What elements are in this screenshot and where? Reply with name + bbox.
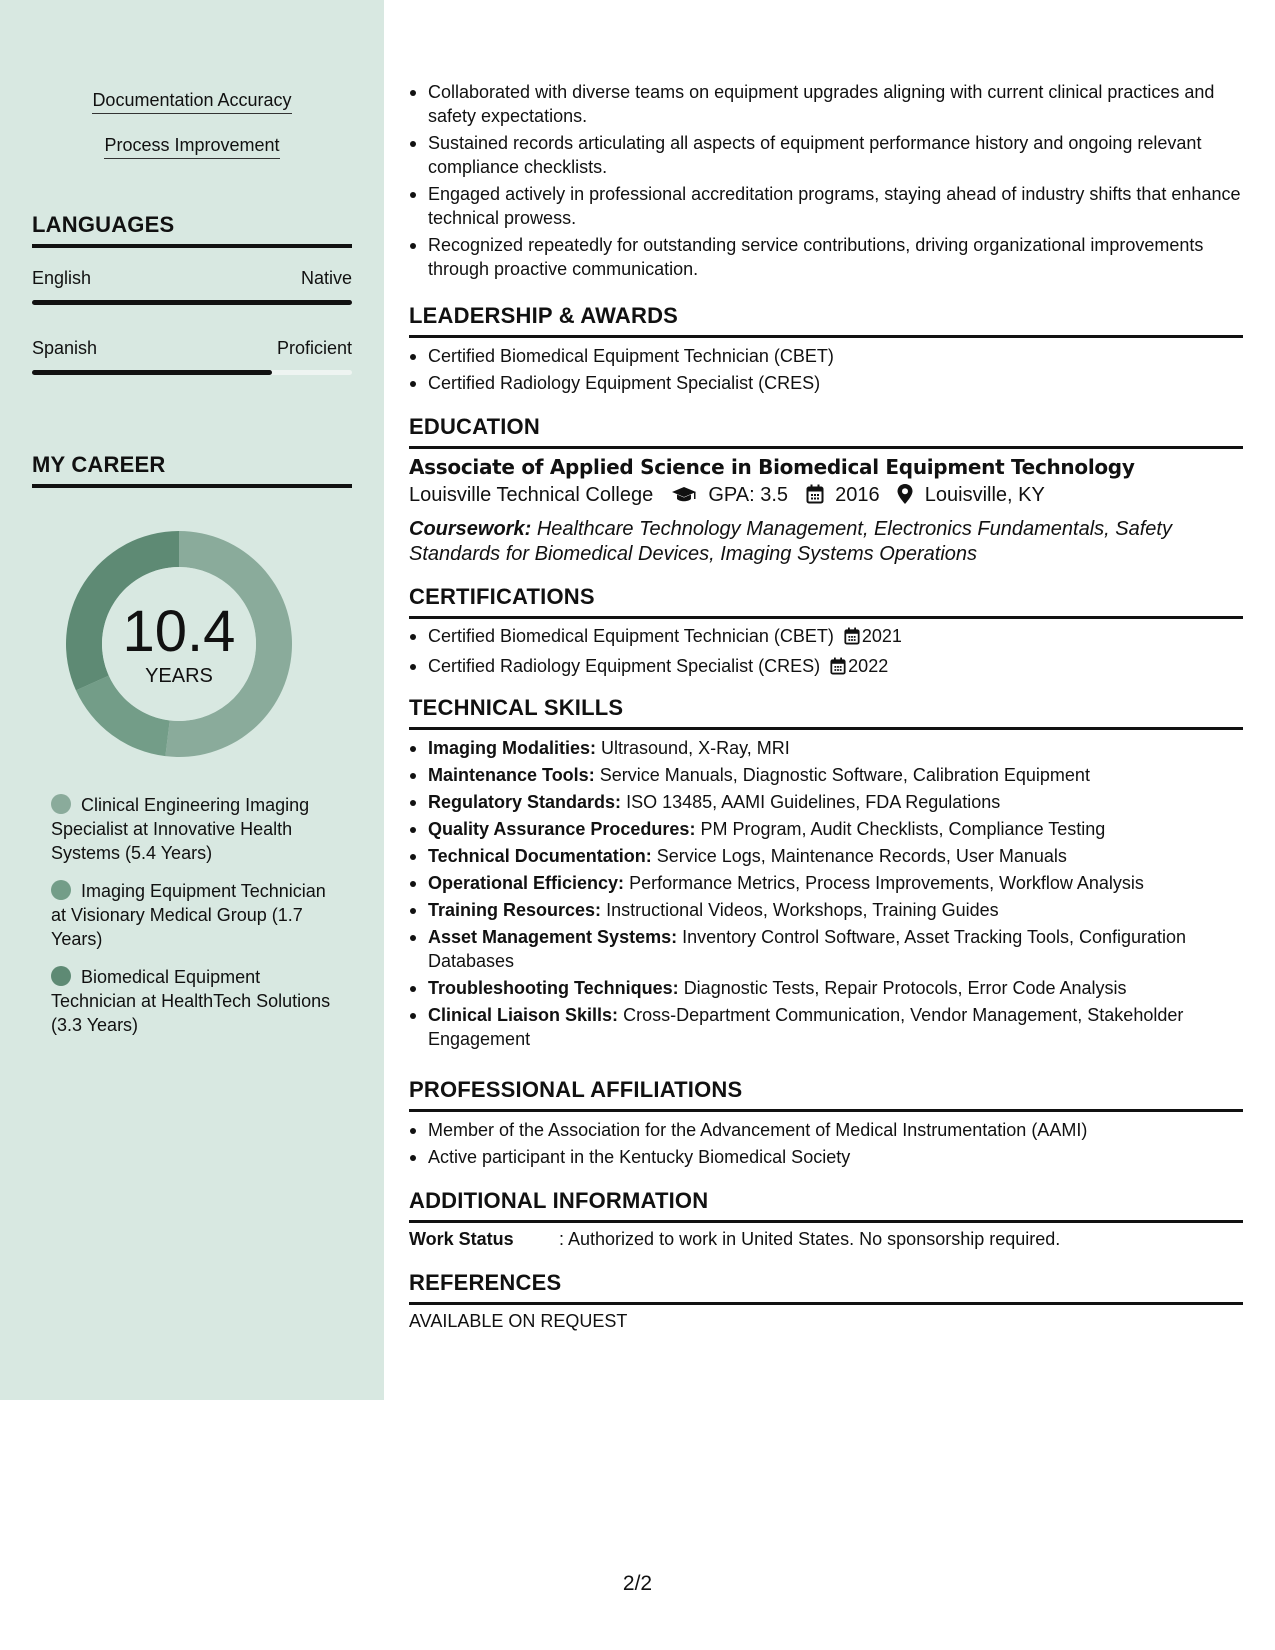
list-item: Sustained records articulating all aspects of equipment performance history and ongoing relevant compliance checklists.	[409, 131, 1243, 179]
list-item	[409, 844, 1243, 868]
work-status-row	[409, 1229, 1060, 1250]
education-location: Louisville, KY	[924, 484, 1045, 506]
references-heading: REFERENCES	[409, 1270, 1243, 1305]
list-item	[409, 1003, 1243, 1051]
career-item	[51, 879, 331, 951]
list-item: Active participant in the Kentucky Biomedical Society	[409, 1145, 1243, 1169]
career-item	[51, 965, 331, 1037]
language-proficiency-fill	[32, 300, 352, 305]
career-legend-dot	[51, 794, 71, 814]
leadership-heading: LEADERSHIP & AWARDS	[409, 303, 1243, 338]
education-coursework	[409, 517, 1243, 567]
education-gpa: GPA: 3.5	[708, 484, 789, 506]
sidebar	[0, 0, 384, 1400]
certification-name: Certified Radiology Equipment Specialist (CRES)	[428, 656, 821, 676]
coursework-label: Coursework:	[409, 518, 532, 540]
certification-year: 2021	[861, 626, 902, 646]
career-legend-dot	[51, 966, 71, 986]
leadership-list	[409, 344, 1243, 398]
skill-value: Diagnostic Tests, Repair Protocols, Error Code Analysis	[683, 978, 1127, 998]
technical-skills-list	[409, 736, 1243, 1054]
language-name: English	[32, 268, 92, 288]
list-item	[409, 790, 1243, 814]
skill-label: Regulatory Standards:	[428, 792, 622, 812]
list-item: Engaged actively in professional accreditation programs, staying ahead of industry shifts that enhance technical prowess.	[409, 182, 1243, 230]
career-item-text: Clinical Engineering Imaging Specialist at Innovative Health Systems (5.4 Years)	[51, 795, 310, 863]
skill-value: Service Manuals, Diagnostic Software, Calibration Equipment	[599, 765, 1090, 785]
skill-value: PM Program, Audit Checklists, Compliance Testing	[700, 819, 1106, 839]
career-item	[51, 793, 331, 865]
skill-value: Performance Metrics, Process Improvements, Workflow Analysis	[629, 873, 1144, 893]
certifications-heading: CERTIFICATIONS	[409, 584, 1243, 619]
skill-label: Clinical Liaison Skills:	[428, 1005, 619, 1025]
calendar-icon	[830, 657, 846, 681]
list-item: Member of the Association for the Advancement of Medical Instrumentation (AAMI)	[409, 1118, 1243, 1142]
experience-bullet-list	[409, 80, 1243, 284]
skill-label: Technical Documentation:	[428, 846, 652, 866]
affiliations-list	[409, 1118, 1243, 1172]
language-proficiency-fill	[32, 370, 272, 375]
skill-label: Operational Efficiency:	[428, 873, 625, 893]
list-item	[409, 763, 1243, 787]
affiliations-heading: PROFESSIONAL AFFILIATIONS	[409, 1077, 1243, 1112]
skill-label: Training Resources:	[428, 900, 602, 920]
coursework-text: Healthcare Technology Management, Electronics Fundamentals, Safety Standards for Biomedical Devices, Imaging Systems Operations	[409, 518, 1172, 565]
list-item	[409, 736, 1243, 760]
language-row	[32, 268, 352, 308]
list-item	[409, 925, 1243, 973]
certifications-list	[409, 624, 1243, 684]
language-proficiency-bar	[32, 370, 352, 375]
language-proficiency-bar	[32, 300, 352, 305]
career-item-text: Biomedical Equipment Technician at HealthTech Solutions (3.3 Years)	[51, 967, 331, 1035]
skill-value: Cross-Department Communication, Vendor Management, Stakeholder Engagement	[428, 1005, 1184, 1049]
skill-tag: Process Improvement	[0, 134, 384, 159]
education-year: 2016	[835, 484, 880, 506]
career-total-value: 10.4	[122, 599, 236, 664]
list-item	[409, 871, 1243, 895]
skill-label: Maintenance Tools:	[428, 765, 595, 785]
education-degree: Associate of Applied Science in Biomedical Equipment Technology	[409, 455, 1135, 479]
skill-tag: Documentation Accuracy	[0, 89, 384, 114]
certification-name: Certified Biomedical Equipment Technician (CBET)	[428, 626, 834, 646]
language-row	[32, 338, 352, 378]
list-item	[409, 817, 1243, 841]
certification-year: 2022	[848, 656, 889, 676]
technical-skills-heading: TECHNICAL SKILLS	[409, 695, 1243, 730]
skill-label: Asset Management Systems:	[428, 927, 678, 947]
career-total-unit: YEARS	[145, 665, 213, 687]
education-details	[409, 484, 1045, 510]
skill-value: Service Logs, Maintenance Records, User Manuals	[656, 846, 1067, 866]
skill-value: Instructional Videos, Workshops, Training Guides	[606, 900, 999, 920]
skill-label: Quality Assurance Procedures:	[428, 819, 696, 839]
calendar-icon	[844, 627, 860, 651]
education-school: Louisville Technical College	[409, 484, 654, 506]
additional-info-heading: ADDITIONAL INFORMATION	[409, 1188, 1243, 1223]
work-status-value: : Authorized to work in United States. No sponsorship required.	[559, 1229, 1061, 1249]
list-item: Collaborated with diverse teams on equipment upgrades aligning with current clinical practices and safety expectations.	[409, 80, 1243, 128]
list-item: Recognized repeatedly for outstanding service contributions, driving organizational improvements through proactive communication.	[409, 233, 1243, 281]
map-pin-icon	[897, 484, 913, 510]
list-item	[409, 898, 1243, 922]
page-number: 2/2	[622, 1572, 653, 1595]
skill-label: Imaging Modalities:	[428, 738, 597, 758]
skill-value: ISO 13485, AAMI Guidelines, FDA Regulations	[626, 792, 1001, 812]
references-text: AVAILABLE ON REQUEST	[409, 1311, 628, 1331]
list-item	[409, 654, 1243, 681]
calendar-icon	[806, 484, 824, 510]
list-item: Certified Radiology Equipment Specialist (CRES)	[409, 371, 1243, 395]
career-legend-dot	[51, 880, 71, 900]
list-item: Certified Biomedical Equipment Technician (CBET)	[409, 344, 1243, 368]
skill-value: Ultrasound, X-Ray, MRI	[601, 738, 790, 758]
language-name: Spanish	[32, 338, 98, 358]
graduation-cap-icon	[671, 486, 697, 510]
career-item-text: Imaging Equipment Technician at Visionary Medical Group (1.7 Years)	[51, 881, 326, 949]
language-level: Native	[300, 268, 352, 288]
career-heading: MY CAREER	[32, 452, 352, 488]
skill-label: Troubleshooting Techniques:	[428, 978, 679, 998]
education-heading: EDUCATION	[409, 414, 1243, 449]
list-item	[409, 624, 1243, 651]
language-level: Proficient	[276, 338, 352, 358]
languages-heading: LANGUAGES	[32, 212, 352, 248]
work-status-label: Work Status	[409, 1229, 514, 1249]
skill-value: Inventory Control Software, Asset Tracking Tools, Configuration Databases	[428, 927, 1187, 971]
list-item	[409, 976, 1243, 1000]
